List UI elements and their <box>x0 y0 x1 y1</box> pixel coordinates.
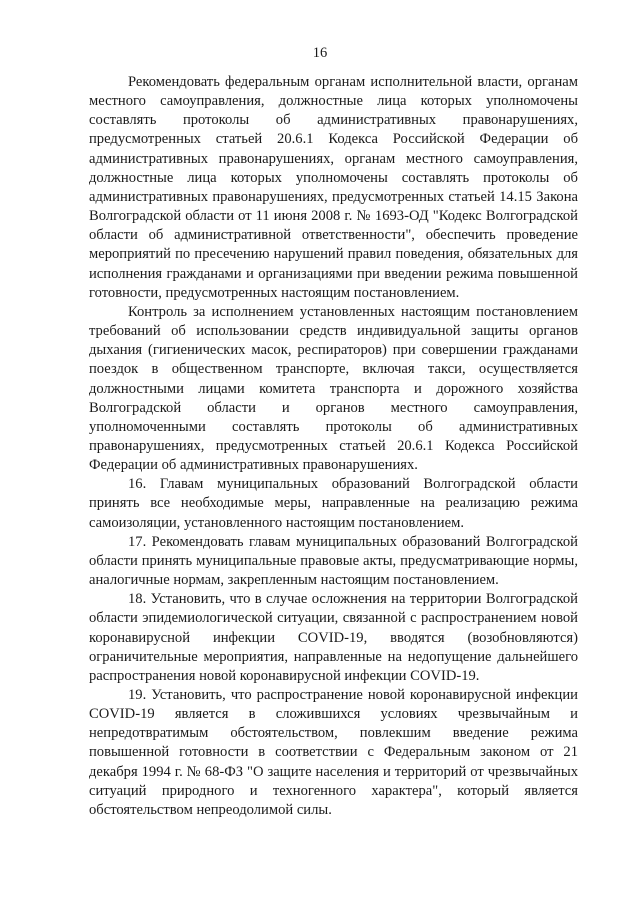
paragraph-item-16: 16. Главам муниципальных образований Волгоградской области принять все необходимые меры, направленные на реализацию режима самоизоляции, установленного настоящим постановлением. <box>89 476 578 531</box>
paragraph-item-19: 19. Установить, что распространение новой коронавирусной инфекции COVID-19 является в сложившихся условиях чрезвычайным и непредотвратимым обстоятельством, повлекшим введение режима повышенной готовности в соответствии с Федеральным законом от 21 декабря 1994 г. № 68-ФЗ "О защите населения и территорий от чрезвычайных ситуаций природного и техногенного характера", который является обстоятельством непреодолимой силы. <box>89 687 578 818</box>
paragraph-transport-control: Контроль за исполнением установленных настоящим постановлением требований об использовании средств индивидуальной защиты органов дыхания (гигиенических масок, респираторов) при совершении гражданами поездок в общественном транспорте, включая такси, осуществляется должностными лицами комитета транспорта и дорожного хозяйства Волгоградской области и органов местного самоуправления, уполномоченными составлять протоколы об административных правонарушениях, предусмотренных статьей 20.6.1 Кодекса Российской Федерации об административных правонарушениях. <box>89 303 578 474</box>
page-number: 16 <box>312 45 328 61</box>
document-body <box>89 73 578 820</box>
paragraph-item-18: 18. Установить, что в случае осложнения на территории Волгоградской области эпидемиологической ситуации, связанной с распространением новой коронавирусной инфекции COVID-19, вводятся (возобновляются) ограничительные мероприятия, направленные на недопущение дальнейшего распространения новой коронавирусной инфекции COVID-19. <box>89 591 578 684</box>
paragraph-item-17: 17. Рекомендовать главам муниципальных образований Волгоградской области принять муниципальные правовые акты, предусматривающие нормы, аналогичные нормам, закрепленным настоящим постановлением. <box>89 533 578 589</box>
paragraph-recommend-enforcement: Рекомендовать федеральным органам исполнительной власти, органам местного самоуправления, должностные лица которых уполномочены составлять протоколы об административных правонарушениях, предусмотренных статьей 20.6.1 Кодекса Российской Федерации об административных правонарушениях, органам местного самоуправления, должностные лица которых уполномочены составлять протоколы об административных правонарушениях, предусмотренных статьей 14.15 Закона Волгоградской области от 11 июня 2008 г. № 1693-ОД "Кодекс Волгоградской области об административной ответственности", обеспечить проведение мероприятий по пресечению нарушений правил поведения, обязательных для исполнения гражданами и организациями при введении режима повышенной готовности, предусмотренных настоящим постановлением. <box>89 74 578 301</box>
